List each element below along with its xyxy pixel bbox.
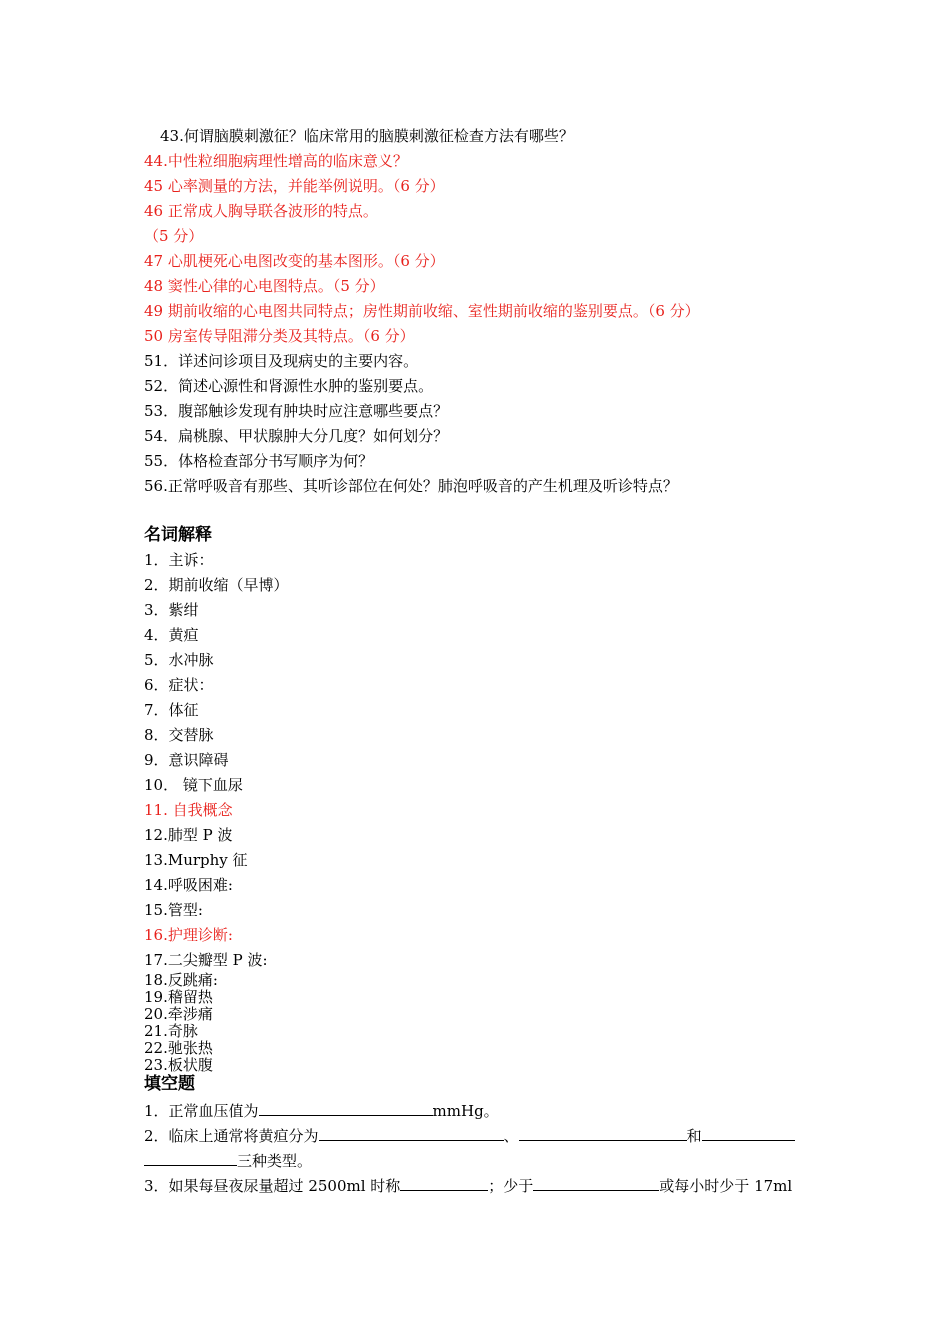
fill-text: 三种类型。 [237,1152,313,1170]
question-56: 56.正常呼吸音有那些、其听诊部位在何处？肺泡呼吸音的产生机理及听诊特点？ [144,477,678,495]
term-item: 7．体征 [144,701,199,719]
term-item: 5．水冲脉 [144,651,214,669]
question-46: 46 正常成人胸导联各波形的特点。 [144,202,378,220]
term-item: 19.稽留热 [144,988,213,1006]
fill-text: ；少于 [488,1177,534,1195]
question-53: 53．腹部触诊发现有肿块时应注意哪些要点？ [144,402,449,420]
question-51: 51．详述问诊项目及现病史的主要内容。 [144,352,419,370]
term-item: 15.管型: [144,901,203,919]
question-44: 44.中性粒细胞病理性增高的临床意义？ [144,152,408,170]
fill-text: mmHg。 [432,1102,499,1120]
fill-text: 3．如果每昼夜尿量超过 2500ml 时称 [144,1177,401,1195]
term-item: 22.驰张热 [144,1039,213,1057]
term-item: 8．交替脉 [144,726,214,744]
fill-question-1 [144,1100,499,1121]
fill-text: 2．临床上通常将黄疸分为 [144,1127,319,1145]
answer-blank[interactable] [400,1175,488,1191]
term-item: 4．黄疸 [144,626,199,644]
question-46-score: （5 分） [144,227,204,245]
question-43: 43.何谓脑膜刺激征？临床常用的脑膜刺激征检查方法有哪些？ [160,127,574,145]
term-item: 23.板状腹 [144,1056,213,1074]
answer-blank[interactable] [702,1125,795,1141]
answer-blank[interactable] [259,1100,433,1116]
question-48: 48 窦性心律的心电图特点。（5 分） [144,277,385,295]
fill-text: 或每小时少于 17ml [659,1177,793,1195]
term-item: 10． 镜下血尿 [144,776,243,794]
term-item: 9．意识障碍 [144,751,229,769]
fill-text: 、 [503,1127,519,1145]
question-45: 45 心率测量的方法，并能举例说明。（6 分） [144,177,445,195]
answer-blank[interactable] [144,1150,237,1166]
term-item: 1．主诉： [144,551,214,569]
term-item: 6．症状： [144,676,214,694]
term-item: 3．紫绀 [144,601,199,619]
term-item: 20.牵涉痛 [144,1005,213,1023]
question-55: 55．体格检查部分书写顺序为何？ [144,452,374,470]
term-item: 18.反跳痛: [144,971,218,989]
answer-blank[interactable] [319,1125,504,1141]
terms-heading: 名词解释 [144,525,212,545]
fill-text: 1．正常血压值为 [144,1102,259,1120]
fill-question-2-cont [144,1150,312,1171]
question-49: 49 期前收缩的心电图共同特点；房性期前收缩、室性期前收缩的鉴别要点。（6 分） [144,302,700,320]
term-item: 16.护理诊断: [144,926,233,944]
fill-heading: 填空题 [144,1074,195,1094]
question-47: 47 心肌梗死心电图改变的基本图形。（6 分） [144,252,445,270]
fill-text: 和 [686,1127,702,1145]
answer-blank[interactable] [533,1175,659,1191]
answer-blank[interactable] [519,1125,687,1141]
term-item: 11. 自我概念 [144,801,233,819]
question-50: 50 房室传导阻滞分类及其特点。（6 分） [144,327,415,345]
question-52: 52．简述心源性和肾源性水肿的鉴别要点。 [144,377,434,395]
fill-question-3 [144,1175,792,1196]
term-item: 17.二尖瓣型 P 波: [144,951,268,969]
term-item: 13.Murphy 征 [144,851,248,869]
term-item: 14.呼吸困难: [144,876,233,894]
fill-question-2 [144,1125,795,1146]
term-item: 21.奇脉 [144,1022,198,1040]
term-item: 2．期前收缩（早博） [144,576,289,594]
term-item: 12.肺型 P 波 [144,826,233,844]
question-54: 54．扁桃腺、甲状腺肿大分几度？如何划分？ [144,427,449,445]
